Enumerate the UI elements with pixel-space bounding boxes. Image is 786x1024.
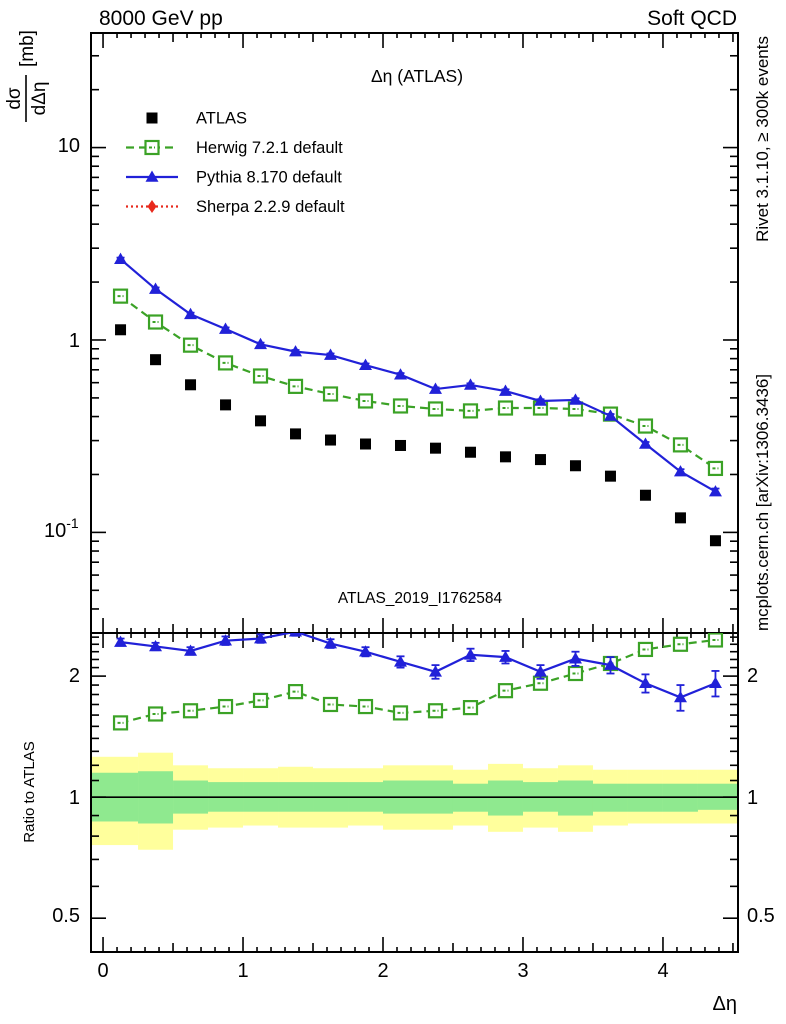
data-point-square (500, 451, 511, 462)
data-point-triangle (709, 485, 722, 496)
data-point-square (395, 440, 406, 451)
data-point-square (185, 379, 196, 390)
ratio-y-tick-2-left: 2 (68, 665, 80, 687)
header-process-label: Soft QCD (647, 7, 737, 30)
band-inner-bin (488, 781, 523, 816)
data-point-square (465, 447, 476, 458)
series-line (121, 640, 716, 723)
data-point-square (220, 399, 231, 410)
data-point-triangle (569, 652, 582, 663)
x-tick-4: 4 (657, 960, 669, 982)
x-tick-3: 3 (517, 960, 529, 982)
data-point-triangle (114, 636, 127, 647)
main-y-tick-0p1 (44, 515, 79, 542)
legend-item-label: ATLAS (196, 109, 248, 128)
y-title-denominator: dΔη (29, 81, 50, 116)
data-point-square (710, 535, 721, 546)
data-point-square (430, 443, 441, 454)
x-axis-title: Δη (712, 993, 737, 1015)
data-point-triangle (464, 648, 477, 659)
data-point-square (570, 460, 581, 471)
band-inner-bin (558, 781, 593, 816)
ratio-y-tick-05-right: 0.5 (747, 905, 775, 927)
legend-item (126, 169, 342, 187)
main-panel-frame (91, 33, 738, 633)
data-point-square (147, 113, 158, 124)
ratio-y-tick-1-right: 1 (747, 787, 759, 809)
data-point-triangle (639, 677, 652, 688)
ratio-y-tick-05-left: 0.5 (52, 905, 80, 927)
main-y-tick-1: 1 (68, 330, 80, 352)
ratio-uncertainty-bands (91, 753, 738, 850)
header-energy-label: 8000 GeV pp (99, 7, 223, 30)
ratio-y-tick-1-left: 1 (68, 787, 80, 809)
data-point-square (325, 435, 336, 446)
series-line (121, 632, 716, 698)
data-point-triangle (289, 625, 302, 636)
y-title-units: [mb] (17, 30, 38, 67)
legend-item (126, 139, 343, 157)
main-panel-curves (114, 253, 722, 547)
legend-item-label: Sherpa 2.2.9 default (196, 198, 345, 216)
data-point-square (605, 471, 616, 482)
y-title-numerator: dσ (4, 87, 25, 110)
legend-item-label: Herwig 7.2.1 default (196, 139, 343, 157)
ratio-panel-curves (114, 625, 722, 729)
ratio-label-text: Ratio to ATLAS (21, 741, 38, 843)
data-point-triangle (709, 677, 722, 688)
main-y-tick-10: 10 (57, 135, 80, 157)
side-note-rivet (753, 36, 772, 242)
data-point-triangle (184, 308, 197, 319)
data-point-triangle (464, 378, 477, 389)
data-point-square (535, 454, 546, 465)
data-point-square (150, 354, 161, 365)
x-tick-0: 0 (97, 960, 109, 982)
side-note-mcplots (753, 374, 772, 631)
legend (126, 110, 345, 217)
pow-base: 10 (44, 520, 67, 542)
x-tick-2: 2 (377, 960, 389, 982)
data-point-triangle (114, 253, 127, 264)
data-point-diamond (148, 200, 157, 213)
legend-item-label: Pythia 8.170 default (196, 168, 342, 187)
series-line (121, 259, 716, 491)
plot-title: Δη (ATLAS) (370, 66, 464, 86)
data-point-square (115, 324, 126, 335)
main-y-axis-title (4, 30, 50, 122)
data-point-square (255, 415, 266, 426)
rivet-version-text: Rivet 3.1.10, ≥ 300k events (753, 36, 772, 242)
data-point-square (675, 512, 686, 523)
pow-exponent: -1 (66, 515, 79, 531)
ratio-y-axis-title (21, 741, 38, 842)
legend-item (126, 198, 345, 216)
legend-item (147, 110, 248, 128)
watermark-analysis-id: ATLAS_2019_I1762584 (337, 590, 503, 607)
data-point-square (360, 439, 371, 450)
data-point-square (290, 428, 301, 439)
mcplots-arxiv-text: mcplots.cern.ch [arXiv:1306.3436] (753, 373, 772, 631)
ratio-y-tick-2-right: 2 (747, 665, 759, 687)
data-point-square (640, 490, 651, 501)
x-tick-1: 1 (237, 960, 249, 982)
